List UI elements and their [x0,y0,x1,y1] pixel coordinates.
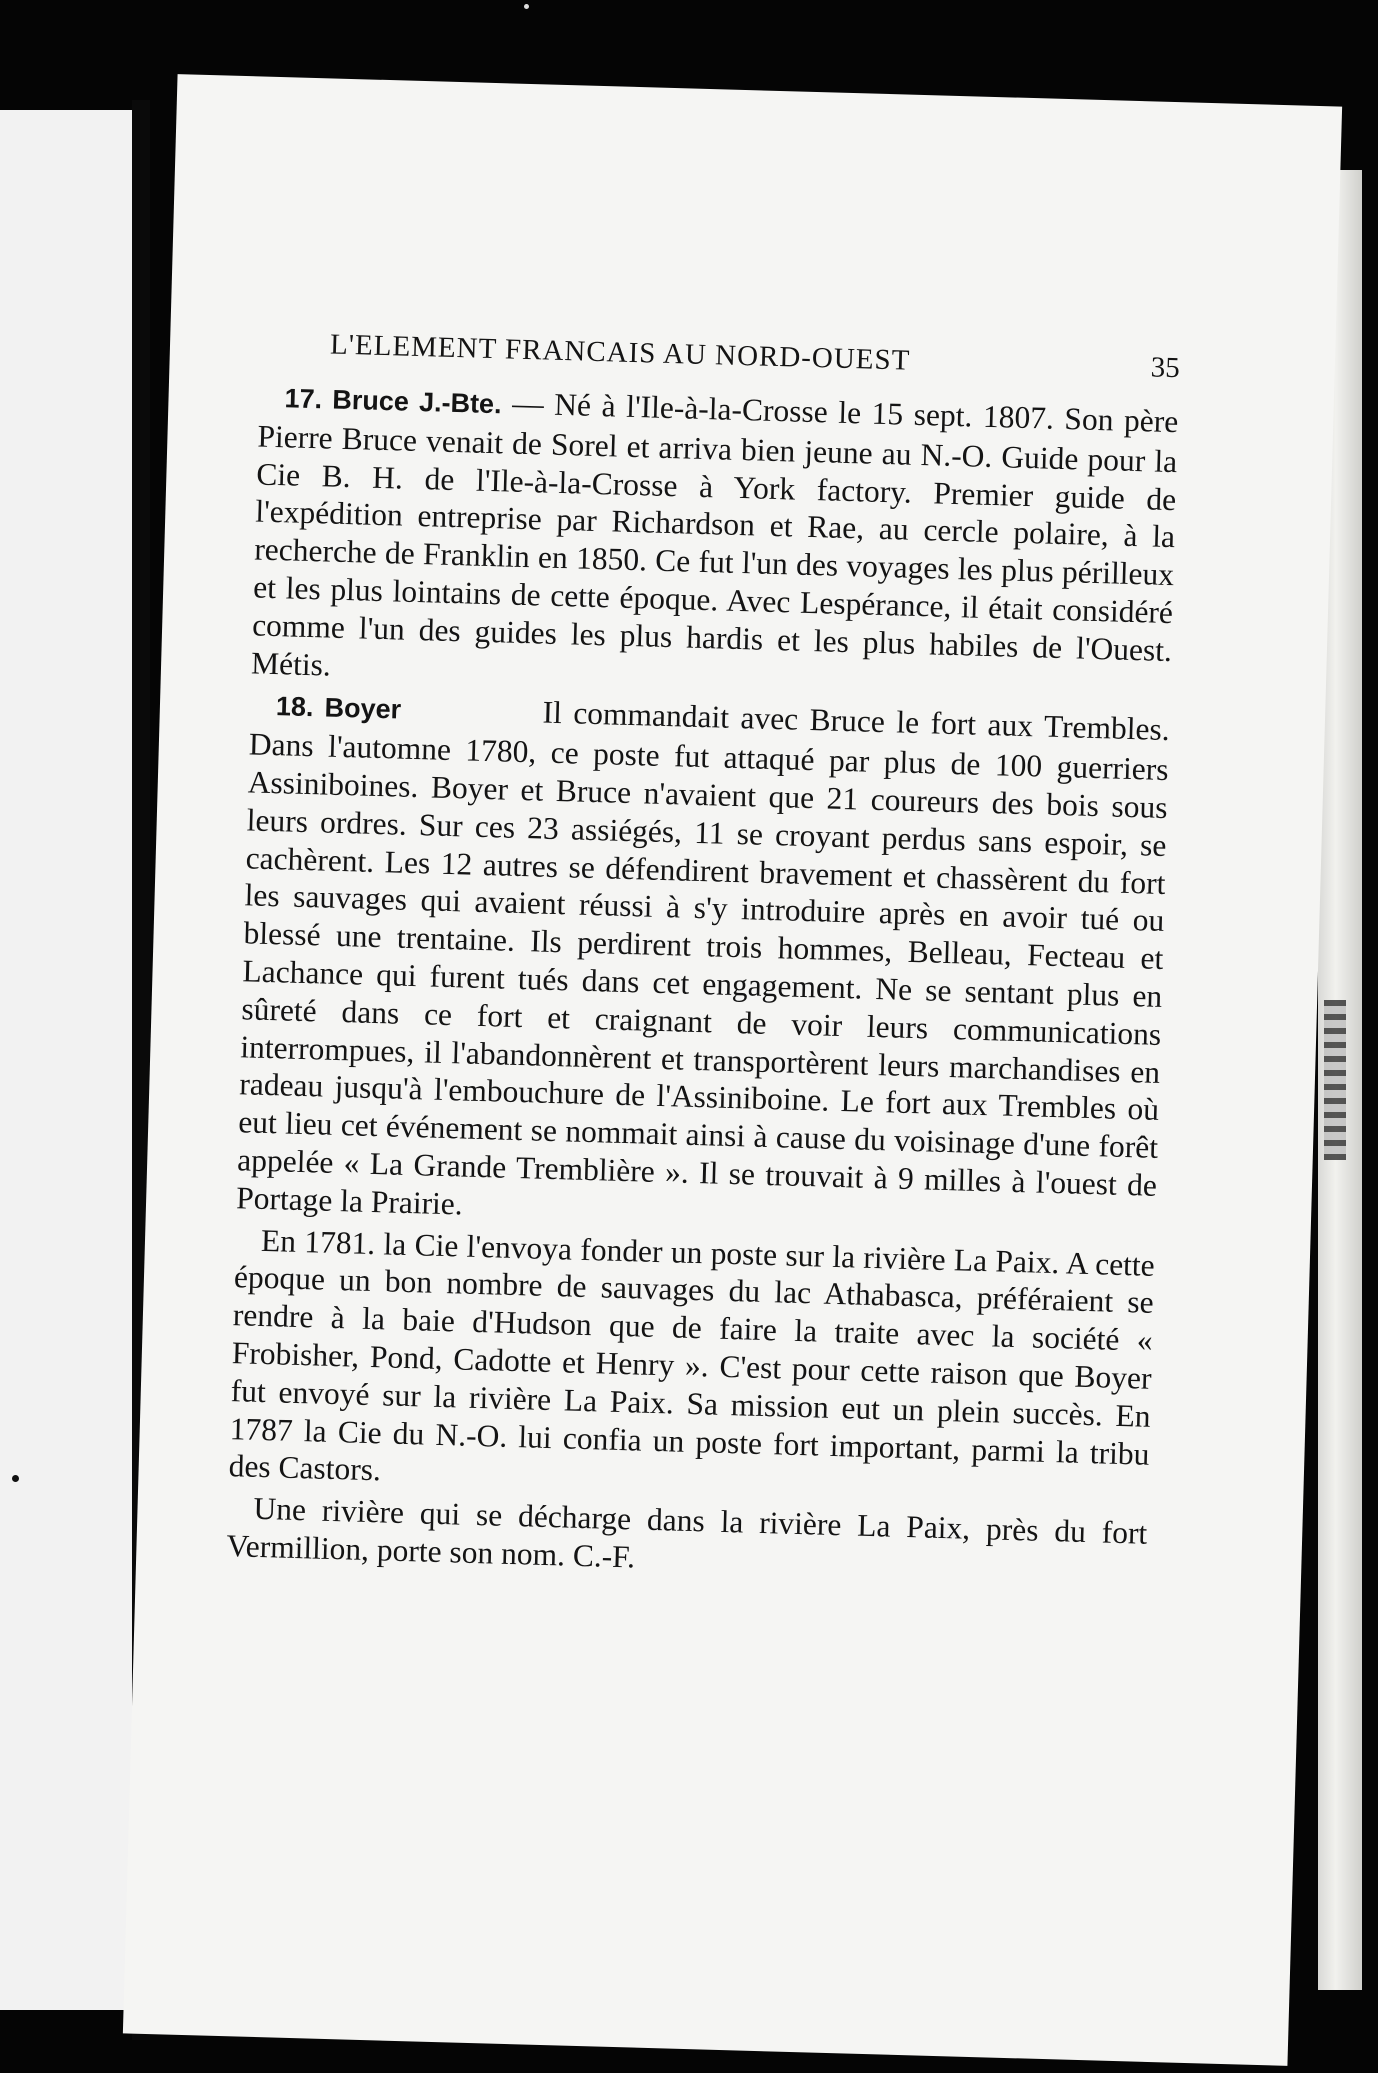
entry-heading: 17. Bruce J.-Bte. [284,383,502,420]
page-content [226,327,1180,1591]
entry-text: — Né à l'Ile-à-la-Crosse le 15 sept. 1807. Son père Pierre Bruce venait de Sorel et arriva bien jeune au N.-O. Guide pour la Cie B. H. de l'Ile-à-la-Crosse à York factory. Premier guide de l'expédition entreprise par Richardson et Rae, au cercle polaire, à la recherche de Franklin en 1850. Ce fut l'un des voyages les plus périlleux et les plus lointains de cette époque. Avec Lespérance, il était considéré comme l'un des guides les plus hardis et les plus habiles de l'Ouest. Métis. [250,385,1179,683]
page-number: 35 [1150,351,1181,385]
paragraph: Une rivière qui se décharge dans la rivière La Paix, près du fort Vermillion, porte son nom. C.-F. [226,1490,1148,1575]
entry-heading: 18. Boyer [275,691,402,725]
page-edge-marking [1324,1000,1346,1160]
facing-page-edge [0,110,132,2010]
running-header [260,327,1181,386]
paragraph: En 1781. la Cie l'envoya fonder un poste sur la rivière La Paix. A cette époque un bon nombre de sauvages du lac Athabasca, préféraient se rendre à la baie d'Hudson que de faire la traite avec la société « Frobisher, Pond, Cadotte et Henry ». C'est pour cette raison que Boyer fut envoyé sur la rivière La Paix. Sa mission eut un plein succès. En 1787 la Cie du N.-O. lui confia un poste fort important, parmi la tribu des Castors. [228,1222,1156,1488]
scan-speck [12,1475,19,1482]
running-title: L'ELEMENT FRANCAIS AU NORD-OUEST [329,328,911,377]
book-page [123,74,1342,2066]
entry-text: Il commandait avec Bruce le fort aux Trembles. Dans l'automne 1780, ce poste fut attaqué par plus de 100 guerriers Assiniboines. Boyer et Bruce n'avaient que 21 coureurs des bois sous leurs ordres. Sur ces 23 assiégés, 11 se croyant perdus sans espoir, se cachèrent. Les 12 autres se défendirent bravement et chassèrent du fort les sauvages qui avaient réussi à s'y introduire après en avoir tué ou blessé une trentaine. Ils perdirent trois hommes, Belleau, Fecteau et Lachance qui furent tués dans cet engagement. Ne se sentant plus en sûreté dans ce fort et craignant de voir leurs communications interrompues, il l'abandonnèrent et transportèrent leurs marchandises en radeau jusqu'à l'embouchure de l'Assiniboine. Le fort aux Trembles où eut lieu cet événement se nommait ainsi à cause du voisinage d'une forêt appelée « La Grande Tremblière ». Il se trouvait à 9 milles à l'ouest de Portage la Prairie. [235,694,1171,1222]
scan-speck [524,4,529,9]
entry-boyer [236,686,1170,1243]
entry-bruce [251,378,1179,708]
